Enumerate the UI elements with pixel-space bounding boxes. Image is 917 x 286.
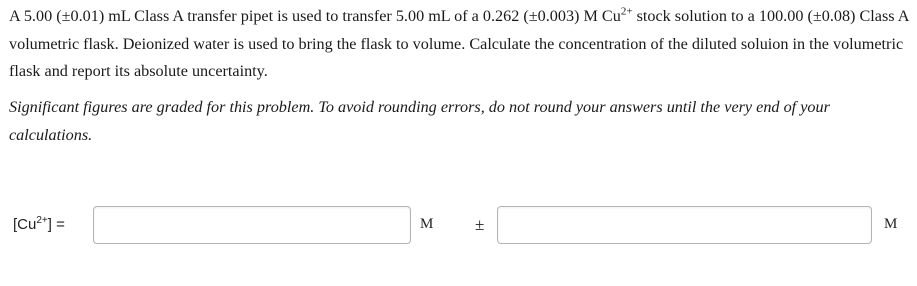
problem-statement [9, 3, 909, 86]
problem-text-part-1: A 5.00 (±0.01) mL Class A transfer pipet is used to transfer 5.00 mL of a 0.262 (±0.003) M Cu [9, 7, 621, 25]
uncertainty-unit: M [884, 216, 898, 232]
problem-text-part-2: stock solution to a 100.00 (±0.08) Class A volumetric flask. Deionized water is used to bring the flask to volume. Calculate the concentration of the diluted soluion in the volumetric flask and report its absolute uncertainty. [9, 7, 909, 80]
uncertainty-value-input[interactable] [497, 206, 872, 244]
concentration-label-superscript: 2+ [36, 215, 48, 226]
concentration-label [13, 216, 65, 233]
plus-minus-symbol: ± [475, 215, 485, 234]
answer-row [0, 203, 917, 247]
significant-figures-note: Significant figures are graded for this problem. To avoid rounding errors, do not round your answers until the very end of your calculations. [9, 98, 830, 144]
concentration-label-suffix: ] = [47, 216, 65, 233]
concentration-value-input[interactable] [93, 206, 411, 244]
charge-superscript: 2+ [620, 5, 633, 18]
concentration-unit: M [420, 216, 434, 232]
concentration-label-prefix: [Cu [13, 216, 37, 233]
